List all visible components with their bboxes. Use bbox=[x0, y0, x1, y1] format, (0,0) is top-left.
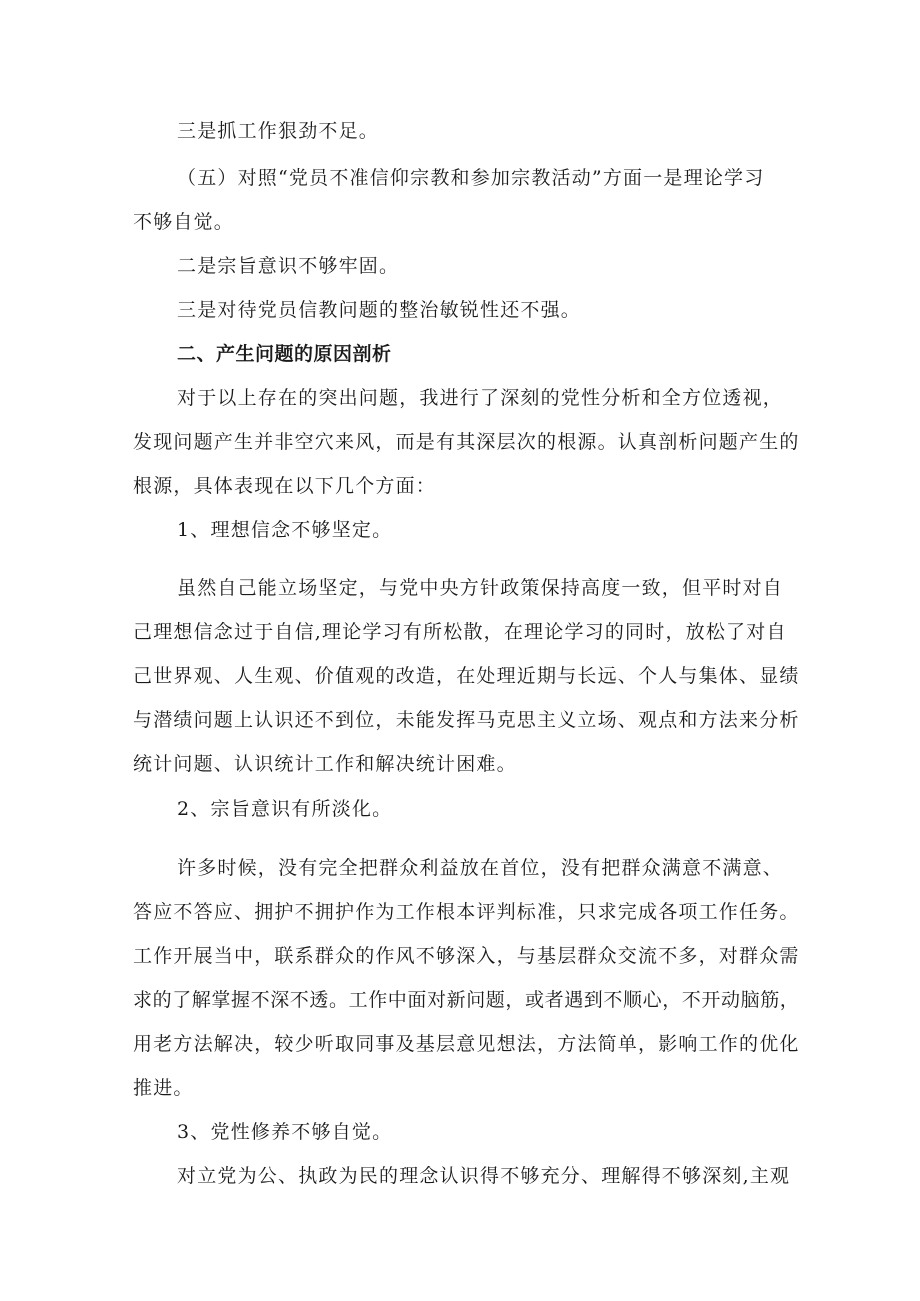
text-line: 发现问题产生并非空穴来风，而是有其深层次的根源。认真剖析问题产生的 bbox=[133, 431, 800, 453]
subheading-line: 3、党性修养不够自觉。 bbox=[177, 1121, 393, 1143]
text-line: 对立党为公、执政为民的理念认识得不够充分、理解得不够深刻,主观 bbox=[177, 1165, 791, 1187]
subheading-line: 1、理想信念不够坚定。 bbox=[177, 519, 393, 541]
text-line: 不够自觉。 bbox=[133, 211, 235, 233]
text-line: 求的了解掌握不深不透。工作中面对新问题，或者遇到不顺心，不开动脑筋， bbox=[133, 989, 800, 1011]
text-line: （五）对照“党员不准信仰宗教和参加宗教活动”方面一是理论学习 bbox=[177, 167, 765, 189]
text-line: 用老方法解决，较少听取同事及基层意见想法，方法简单，影响工作的优化 bbox=[133, 1033, 800, 1055]
text-line: 统计问题、认识统计工作和解决统计困难。 bbox=[133, 753, 517, 775]
subheading-line: 2、宗旨意识有所淡化。 bbox=[177, 798, 393, 820]
text-line: 三是抓工作狠劲不足。 bbox=[177, 120, 380, 142]
text-line: 与潜绩问题上认识还不到位，未能发挥马克思主义立场、观点和方法来分析 bbox=[133, 709, 800, 731]
text-line: 己理想信念过于自信,理论学习有所松散，在理论学习的同时，放松了对自 bbox=[133, 621, 787, 643]
section-heading: 二、产生问题的原因剖析 bbox=[177, 343, 392, 365]
text-line: 推进。 bbox=[133, 1077, 194, 1099]
text-line: 己世界观、人生观、价值观的改造，在处理近期与长远、个人与集体、显绩 bbox=[133, 665, 800, 687]
text-line: 二是宗旨意识不够牢固。 bbox=[177, 255, 400, 277]
text-line: 许多时候，没有完全把群众利益放在首位，没有把群众满意不满意、 bbox=[177, 857, 784, 879]
text-line: 根源，具体表现在以下几个方面： bbox=[133, 475, 437, 497]
text-line: 工作开展当中，联系群众的作风不够深入，与基层群众交流不多，对群众需 bbox=[133, 945, 800, 967]
text-line: 三是对待党员信教问题的整治敏锐性还不强。 bbox=[177, 299, 582, 321]
text-line: 对于以上存在的突出问题，我进行了深刻的党性分析和全方位透视， bbox=[177, 387, 784, 409]
text-line: 答应不答应、拥护不拥护作为工作根本评判标准，只求完成各项工作任务。 bbox=[133, 901, 800, 923]
text-line: 虽然自己能立场坚定，与党中央方针政策保持高度一致，但平时对自 bbox=[177, 577, 784, 599]
